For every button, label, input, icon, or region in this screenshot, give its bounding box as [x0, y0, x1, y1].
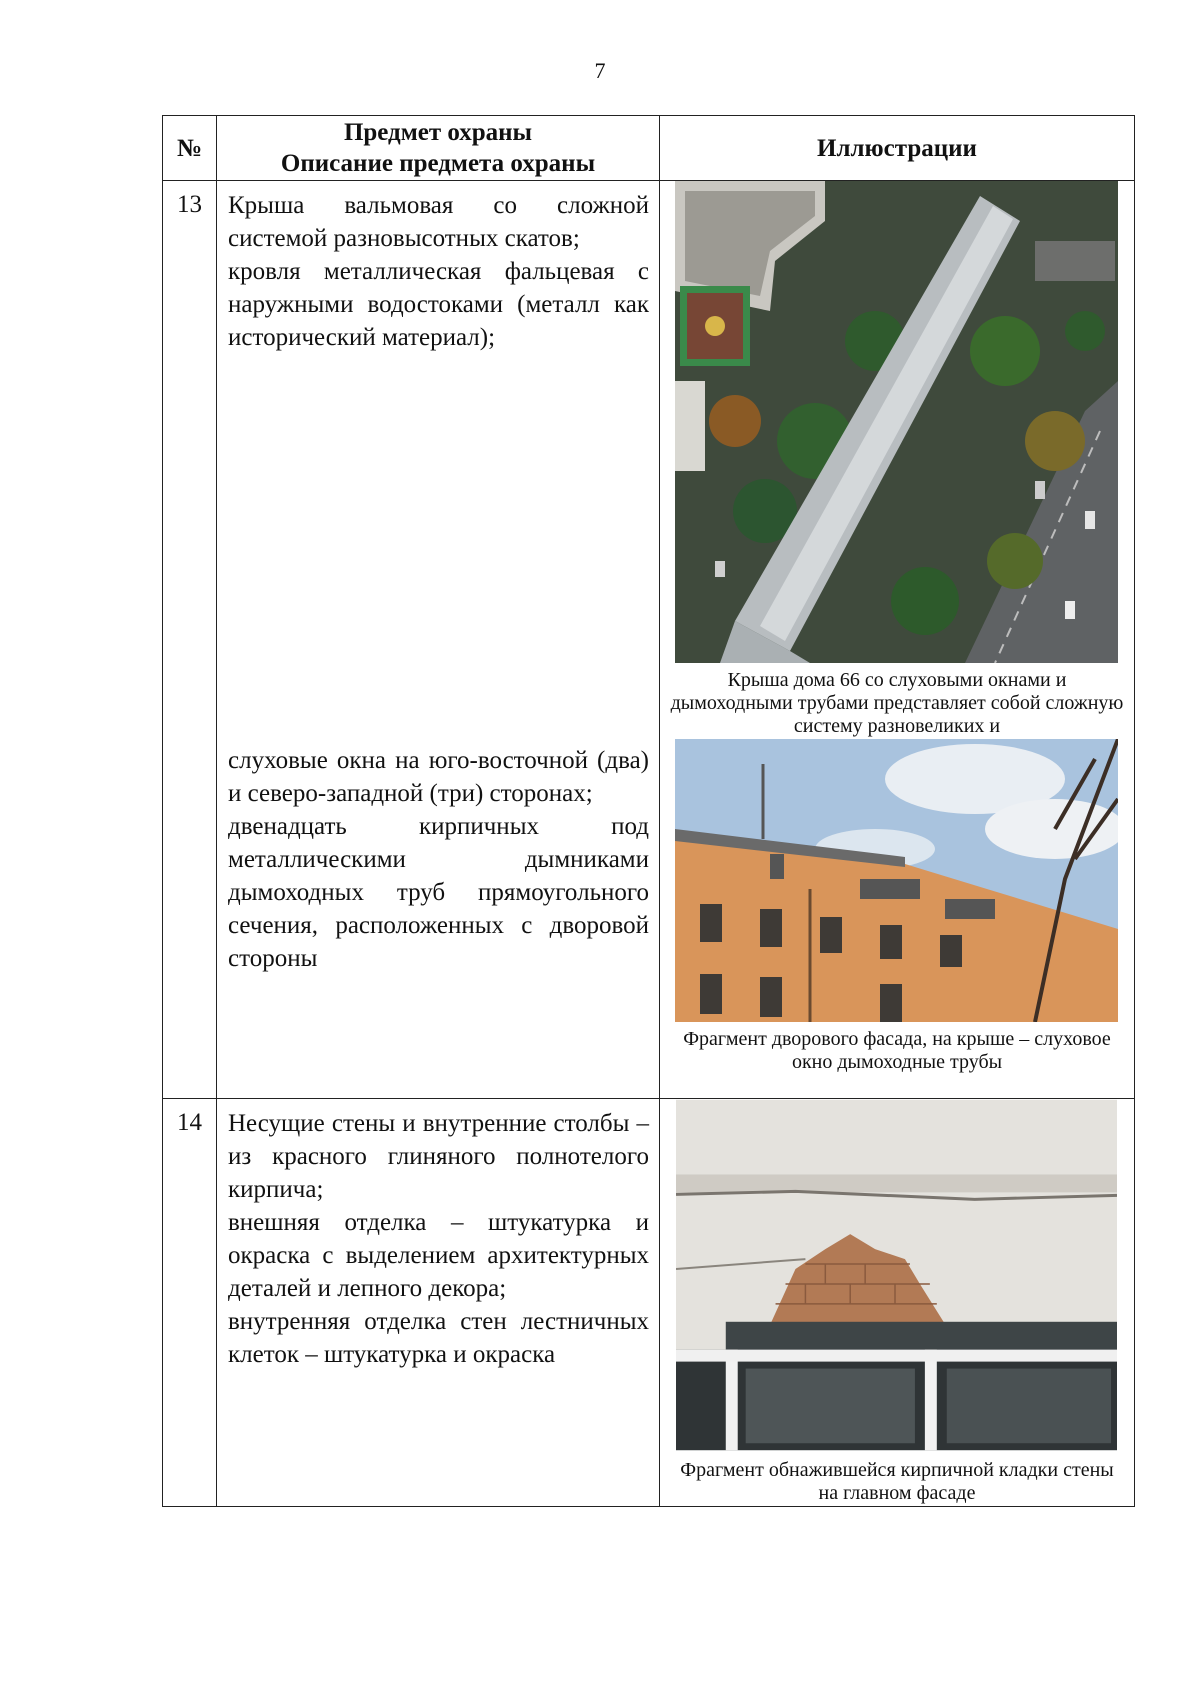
description-paragraph: Крыша вальмовая со сложной системой разновысотных скатов;	[228, 192, 649, 252]
header-subject-description: Описание предмета охраны	[280, 150, 596, 177]
header-subject-title: Предмет охраны	[343, 119, 533, 146]
table-row	[163, 1099, 1135, 1507]
description-paragraph: Несущие стены и внутренние столбы – из красного глиняного полнотелого кирпича;	[228, 1110, 649, 1203]
description-paragraph: внешняя отделка – штукатурка и окраска с выделением архитектурных деталей и лепного декора;	[228, 1209, 649, 1302]
description-paragraph: двенадцать кирпичных под металлическими дымниками дымоходных труб прямоугольного сечения, расположенных с дворовой стороны	[228, 813, 649, 972]
description-paragraph: слуховые окна на юго-восточной (два) и северо-западной (три) сторонах;	[228, 747, 649, 807]
description-paragraph: внутренняя отделка стен лестничных клеток – штукатурка и окраска	[228, 1308, 649, 1368]
brick-wall-photo	[676, 1099, 1117, 1451]
header-illustrations: Иллюстрации	[660, 116, 1135, 181]
row-illustrations	[660, 181, 1135, 1099]
table-header-row	[163, 116, 1135, 181]
header-number: №	[163, 116, 217, 181]
description-paragraph: кровля металлическая фальцевая с наружными водостоками (металл как исторический материал);	[228, 258, 649, 351]
row-description	[217, 1099, 660, 1507]
row-number: 13	[163, 181, 217, 1099]
protection-table	[162, 115, 1135, 1507]
row-illustrations	[660, 1099, 1135, 1507]
illustration-caption: Крыша дома 66 со слуховыми окнами и дымоходными трубами представляет собой сложную систему разновеликих и	[670, 669, 1124, 737]
illustration-caption: Фрагмент дворового фасада, на крыше – слуховое окно дымоходные трубы	[683, 1028, 1111, 1073]
table-row	[163, 181, 1135, 1099]
aerial-roof-photo	[675, 181, 1118, 663]
row-number: 14	[163, 1099, 217, 1507]
header-subject	[217, 116, 660, 181]
page-number: 7	[594, 58, 606, 83]
illustration-caption: Фрагмент обнажившейся кирпичной кладки стены на главном фасаде	[680, 1459, 1114, 1504]
courtyard-facade-photo	[675, 739, 1118, 1022]
row-description	[217, 181, 660, 1099]
